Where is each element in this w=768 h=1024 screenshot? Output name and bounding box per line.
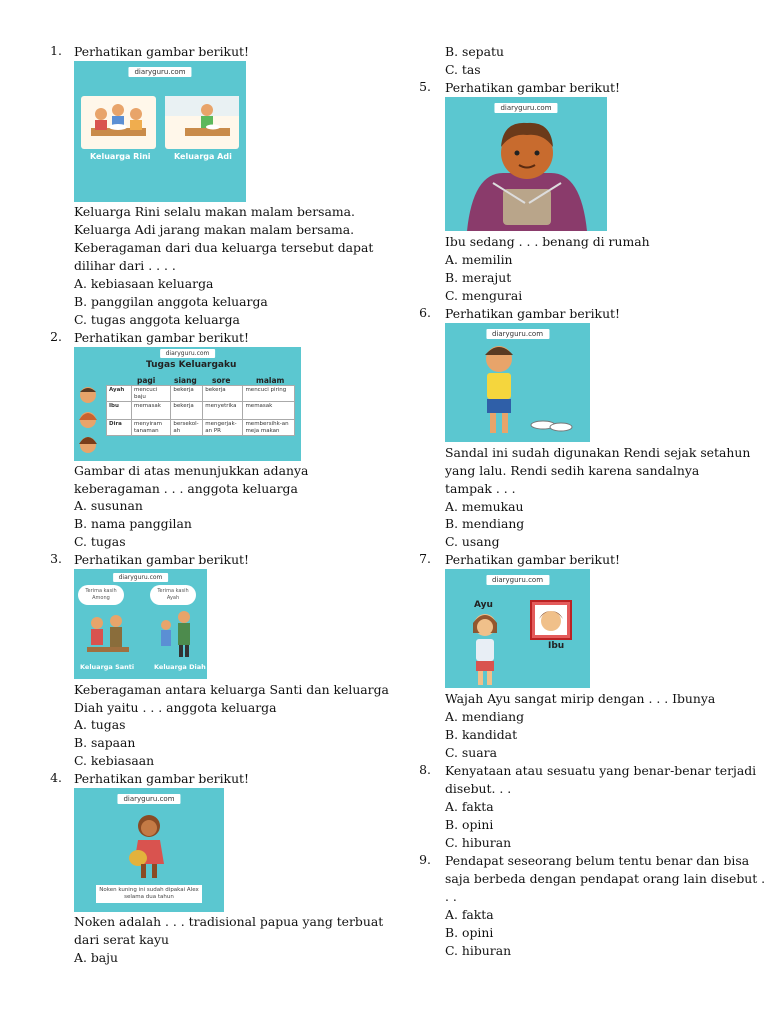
question-prompt: Perhatikan gambar berikut! (74, 330, 250, 345)
question-text: saja berbeda dengan pendapat orang lain disebut . (445, 871, 766, 886)
label-ibu: Ibu (548, 641, 565, 651)
option-c[interactable]: C. tas (445, 62, 481, 77)
option-c[interactable]: C. suara (445, 745, 497, 760)
row-role: Dira (107, 420, 132, 436)
option-c[interactable]: C. usang (445, 534, 500, 549)
column-header: sore (212, 376, 231, 385)
column-header: pagi (137, 376, 156, 385)
adi-family-illustration (165, 96, 239, 149)
resemblance-figure (445, 569, 590, 688)
question-number: 3. (50, 551, 62, 566)
question-text: Keberagaman antara keluarga Santi dan keluarga (74, 682, 389, 697)
question-number: 6. (419, 305, 431, 320)
brand-label: diaryguru.com (113, 573, 169, 582)
brand-label: diaryguru.com (486, 329, 549, 339)
label-ayu: Ayu (474, 600, 493, 610)
question-prompt: Perhatikan gambar berikut! (445, 80, 621, 95)
question-prompt: Perhatikan gambar berikut! (74, 44, 250, 59)
table-cell: memasak (132, 402, 171, 420)
noken-figure (74, 788, 224, 912)
question-number: 8. (419, 762, 431, 777)
question-text: dari serat kayu (74, 932, 169, 947)
question-text: Noken adalah . . . tradisional papua yang terbuat (74, 914, 384, 929)
question-prompt: Perhatikan gambar berikut! (74, 771, 250, 786)
caption-keluarga-santi: Keluarga Santi (80, 663, 135, 671)
sad-boy-sandals-icon (467, 341, 577, 439)
option-a[interactable]: A. tugas (74, 717, 126, 732)
brand-label: diaryguru.com (494, 103, 557, 113)
brand-label: diaryguru.com (128, 67, 191, 77)
question-text: tampak . . . (445, 481, 516, 496)
family-meal-figure (74, 61, 246, 202)
question-prompt: Kenyataan atau sesuatu yang benar-benar terjadi (445, 763, 757, 778)
option-b[interactable]: B. merajut (445, 270, 512, 285)
question-text: Keluarga Adi jarang makan malam bersama. (74, 222, 355, 237)
table-cell: membersihk-an meja makan (243, 420, 295, 436)
child-with-noken-icon (124, 812, 174, 882)
table-cell: bersekol-ah (171, 420, 203, 436)
brand-label: diaryguru.com (160, 349, 216, 358)
option-c[interactable]: C. hiburan (445, 835, 512, 850)
question-prompt: Perhatikan gambar berikut! (445, 552, 621, 567)
mother-portrait-frame-icon (529, 599, 573, 641)
table-cell: mengerjak-an PR (203, 420, 243, 436)
question-number: 2. (50, 329, 62, 344)
question-number: 5. (419, 79, 431, 94)
caption-keluarga-rini: Keluarga Rini (90, 152, 151, 161)
question-text: Wajah Ayu sangat mirip dengan . . . Ibunya (445, 691, 716, 706)
caption-keluarga-diah: Keluarga Diah (154, 663, 206, 671)
mother-knitting-icon (463, 113, 591, 231)
option-a[interactable]: A. mendiang (445, 709, 525, 724)
diah-family-icon (154, 609, 198, 659)
caption-keluarga-adi: Keluarga Adi (174, 152, 232, 161)
option-a[interactable]: A. susunan (74, 498, 143, 513)
question-number: 1. (50, 43, 62, 58)
question-number: 9. (419, 852, 431, 867)
row-role: Ibu (107, 402, 132, 420)
option-b[interactable]: B. panggilan anggota keluarga (74, 294, 268, 309)
knitting-figure (445, 97, 607, 231)
table-title: Tugas Keluargaku (146, 360, 237, 370)
question-text: yang lalu. Rendi sedih karena sandalnya (445, 463, 700, 478)
option-c[interactable]: C. tugas anggota keluarga (74, 312, 240, 327)
option-a[interactable]: A. kebiasaan keluarga (74, 276, 214, 291)
option-c[interactable]: C. tugas (74, 534, 126, 549)
brand-label: diaryguru.com (117, 794, 180, 804)
table-cell: bekerja (171, 386, 203, 402)
option-a[interactable]: A. fakta (445, 907, 494, 922)
table-cell: menyiram tanaman (132, 420, 171, 436)
table-cell: mencuci baju (132, 386, 171, 402)
question-text: Keberagaman dari dua keluarga tersebut dapat (74, 240, 374, 255)
column-header: siang (174, 376, 197, 385)
question-number: 4. (50, 770, 62, 785)
table-cell: bekerja (171, 402, 203, 420)
question-text: dilihar dari . . . . (74, 258, 176, 273)
question-text: Gambar di atas menunjukkan adanya (74, 463, 309, 478)
tasks-table (106, 385, 295, 436)
option-b[interactable]: B. opini (445, 925, 494, 940)
option-b[interactable]: B. mendiang (445, 516, 525, 531)
question-number: 7. (419, 551, 431, 566)
option-b[interactable]: B. sapaan (74, 735, 136, 750)
option-a[interactable]: A. baju (74, 950, 118, 965)
speech-bubble-left: Terima kasih Among (78, 585, 124, 605)
speech-bubble-right: Terima kasih Ayah (150, 585, 196, 605)
option-a[interactable]: A. fakta (445, 799, 494, 814)
table-row (107, 386, 295, 402)
option-a[interactable]: A. memukau (445, 499, 524, 514)
option-b[interactable]: B. sepatu (445, 44, 504, 59)
question-prompt: Perhatikan gambar berikut! (74, 552, 250, 567)
table-cell: menyetrika (203, 402, 243, 420)
sandal-figure (445, 323, 590, 442)
option-b[interactable]: B. opini (445, 817, 494, 832)
family-avatars-icon (77, 384, 99, 458)
option-c[interactable]: C. hiburan (445, 943, 512, 958)
question-text: Diah yaitu . . . anggota keluarga (74, 700, 277, 715)
question-text: keberagaman . . . anggota keluarga (74, 481, 298, 496)
option-a[interactable]: A. memilin (445, 252, 513, 267)
question-text: Keluarga Rini selalu makan malam bersama. (74, 204, 355, 219)
table-cell: bekerja (203, 386, 243, 402)
question-prompt: Perhatikan gambar berikut! (445, 306, 621, 321)
row-role: Ayah (107, 386, 132, 402)
greeting-figure (74, 569, 207, 679)
column-header: malam (256, 376, 285, 385)
question-text: disebut. . . (445, 781, 512, 796)
option-c[interactable]: C. kebiasaan (74, 753, 155, 768)
option-b[interactable]: B. nama panggilan (74, 516, 192, 531)
table-row (107, 402, 295, 420)
question-text: . . (445, 889, 457, 904)
table-cell: mencuci piring (243, 386, 295, 402)
question-text: Ibu sedang . . . benang di rumah (445, 234, 650, 249)
table-row (107, 420, 295, 436)
santi-family-icon (82, 613, 132, 659)
table-cell: memasak (243, 402, 295, 420)
family-tasks-figure (74, 347, 301, 461)
option-c[interactable]: C. mengurai (445, 288, 523, 303)
question-text: Sandal ini sudah digunakan Rendi sejak setahun (445, 445, 751, 460)
noken-note: Noken kuning ini sudah dipakai Alex selama dua tahun (96, 885, 202, 903)
brand-label: diaryguru.com (486, 575, 549, 585)
girl-ayu-icon (465, 611, 505, 687)
rini-family-illustration (81, 96, 156, 149)
option-b[interactable]: B. kandidat (445, 727, 518, 742)
question-prompt: Pendapat seseorang belum tentu benar dan bisa (445, 853, 750, 868)
